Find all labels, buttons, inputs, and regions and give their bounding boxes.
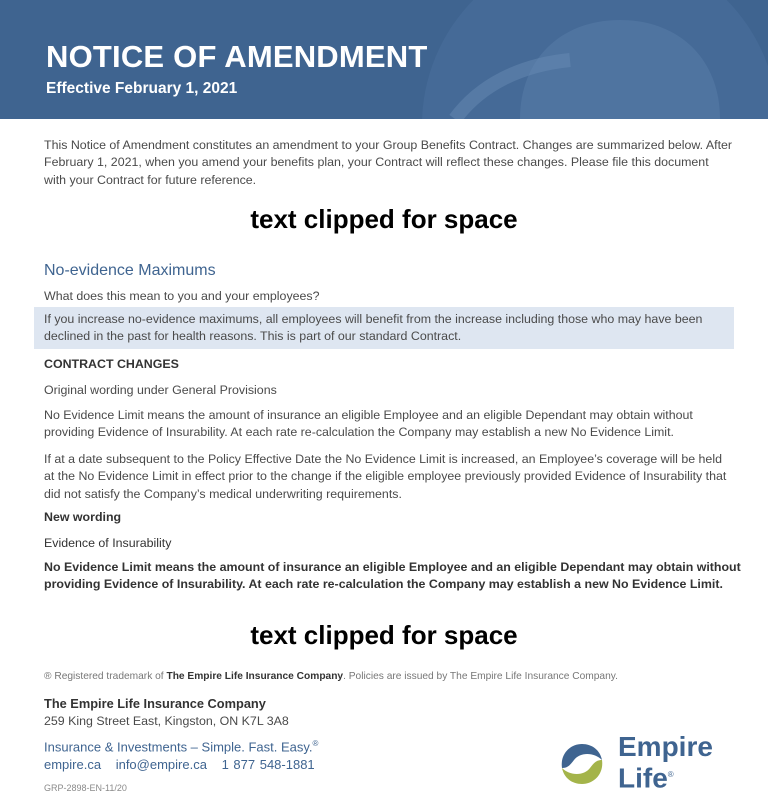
trademark-suffix: . Policies are issued by The Empire Life Insurance Company. xyxy=(343,671,618,682)
highlight-box xyxy=(34,307,734,349)
effective-date: Effective February 1, 2021 xyxy=(46,80,238,97)
tagline-trademark: ® xyxy=(312,739,319,748)
page-title: NOTICE OF AMENDMENT xyxy=(46,39,428,74)
intro-paragraph: This Notice of Amendment constitutes an amendment to your Group Benefits Contract. Changes are summarized below. After February 1, 2021, when you amend your benefits plan, your Contract will reflect these changes. Please file this document with your Contract for future reference. xyxy=(44,138,733,187)
phone-number[interactable]: 1 877 548-1881 xyxy=(221,757,315,772)
company-address: 259 King Street East, Kingston, ON K7L 3A8 xyxy=(44,714,289,728)
section-question: What does this mean to you and your employees? xyxy=(44,289,320,303)
contract-changes-heading: CONTRACT CHANGES xyxy=(44,357,179,371)
logo-line-life: Life xyxy=(618,762,668,794)
trademark-prefix: ® Registered trademark of xyxy=(44,671,164,682)
tagline-text: Insurance & Investments – Simple. Fast. Easy. xyxy=(44,739,313,755)
contact-info xyxy=(44,757,325,772)
empire-life-logo-icon xyxy=(556,738,608,790)
email-link[interactable]: info@empire.ca xyxy=(115,757,207,772)
clipped-notice: text clipped for space xyxy=(250,204,518,234)
highlight-text: If you increase no-evidence maximums, all employees will benefit from the increase including those who may have been declined in the past for health reasons. This is part of our standard Contract. xyxy=(44,312,703,344)
website-link[interactable]: empire.ca xyxy=(44,757,102,772)
empire-life-wordmark xyxy=(618,731,713,794)
section-heading: No-evidence Maximums xyxy=(44,262,216,279)
new-wording-heading: New wording xyxy=(44,510,122,524)
evidence-of-insurability-label: Evidence of Insurability xyxy=(44,536,172,550)
logo-line-empire: Empire xyxy=(618,731,713,762)
document-code: GRP-2898-EN-11/20 xyxy=(44,783,127,793)
trademark-notice xyxy=(44,671,618,682)
trademark-company: The Empire Life Insurance Company xyxy=(166,671,344,682)
tagline xyxy=(44,739,318,754)
clipped-notice: text clipped for space xyxy=(250,620,518,650)
company-name: The Empire Life Insurance Company xyxy=(44,696,266,711)
original-wording-label: Original wording under General Provisions xyxy=(44,383,277,397)
original-definition: No Evidence Limit means the amount of insurance an eligible Employee and an eligible Dependant may obtain without providing Evidence of Insurability. At each rate re-calculation the Company may establish a new No Evidence Limit. xyxy=(44,408,693,440)
logo-trademark: ® xyxy=(667,770,674,779)
new-definition: No Evidence Limit means the amount of insurance an eligible Employee and an eligible Dependant may obtain without providing Evidence of Insurability. At each rate re-calculation the Company may establish a new No Evidence Limit. xyxy=(44,560,741,592)
header-banner xyxy=(0,0,768,119)
original-subsequent-clause: If at a date subsequent to the Policy Effective Date the No Evidence Limit is increased, an Employee’s coverage will be held at the No Evidence Limit in effect prior to the change if the eligible employee previously provided Evidence of Insurability that did not satisfy the Company’s medical underwriting requirements. xyxy=(44,452,727,501)
